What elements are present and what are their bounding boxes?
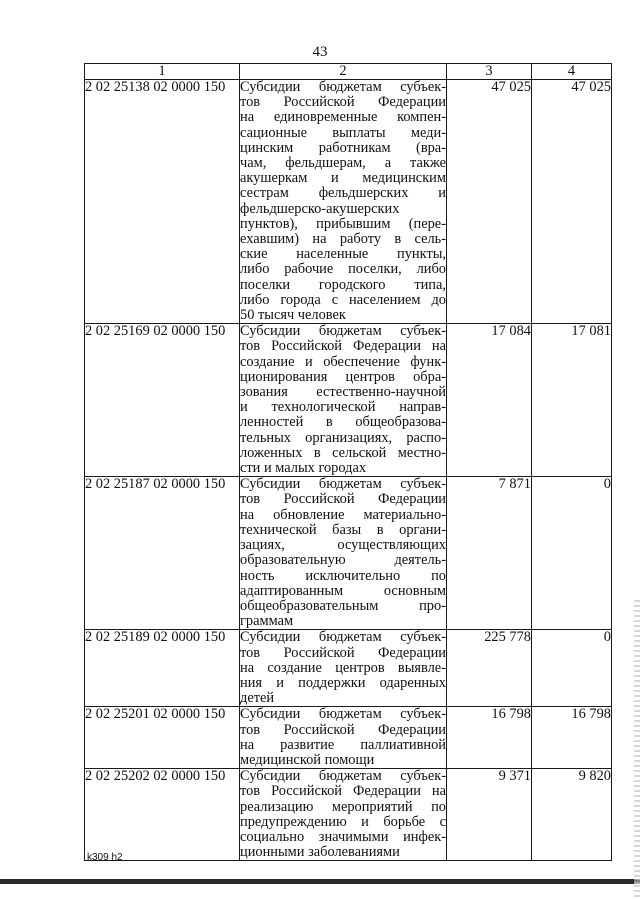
amount-column-4: 17 081 [532,324,612,477]
amount-column-3: 17 084 [447,324,532,477]
description-line: тов Российской Федерации на [240,783,446,800]
budget-code-cell: 2 02 25187 02 0000 150 [85,477,240,630]
description-line: сационные выплаты меди- [240,124,446,141]
budget-code-cell: 2 02 25202 02 0000 150 [85,769,240,861]
description-line: Субсидии бюджетам субъек- [240,768,446,785]
description-line: ские населенные пункты, [240,246,446,263]
description-line: Субсидии бюджетам субъек- [240,476,446,493]
amount-column-3: 47 025 [447,80,532,324]
description-line: ленностей в общеобразова- [240,414,446,431]
description-line: технической базы в органи- [240,521,446,538]
description-line: граммам [240,613,294,630]
description-line: фельдшерско-акушерских [240,200,400,217]
description-line: либо города с населением до [240,291,446,308]
description-line: ния и поддержки одаренных [240,674,446,691]
description-line: на создание центров выявле- [240,659,446,676]
table-row [85,630,612,707]
description-line: тов Российской Федерации [240,721,446,738]
amount-column-4: 9 820 [532,769,612,861]
description-line: образовательную деятель- [240,552,446,569]
description-line: общеобразовательным про- [240,597,446,614]
table-header-row [85,64,612,80]
description-line: ехавшим) на работу в сель- [240,231,446,248]
amount-column-3: 16 798 [447,707,532,769]
description-line: Субсидии бюджетам субъек- [240,79,446,95]
scan-edge-noise [634,600,640,899]
amount-column-3: 7 871 [447,477,532,630]
description-line: либо рабочие поселки, либо [240,261,446,278]
column-header-4: 4 [532,64,612,80]
budget-table [84,63,612,861]
footer-code: k309 h2 [87,852,123,863]
description-line: зациях, осуществляющих [240,537,446,554]
description-line: Субсидии бюджетам субъек- [240,706,446,723]
amount-column-4: 47 025 [532,80,612,324]
description-line: ционирования центров обра- [240,368,446,385]
description-line: создание и обеспечение функ- [240,353,446,370]
table-body [85,80,612,861]
description-line: акушеркам и медицинским [240,170,446,187]
description-line: детей [240,690,275,707]
description-line: сти и малых городах [240,460,367,477]
description-line: тов Российской Федерации на [240,338,446,355]
column-header-2: 2 [240,64,447,80]
description-line: 50 тысяч человек [240,307,346,324]
description-line: ционными заболеваниями [240,844,400,861]
description-line: зования естественно-научной [240,384,446,401]
description-line: на развитие паллиативной [240,736,446,753]
table-row [85,477,612,630]
description-line: тов Российской Федерации [240,94,446,111]
description-line: ность исключительно по [240,567,446,584]
description-line: пунктов), прибывшим (пере- [240,215,446,232]
table-row [85,80,612,324]
amount-column-4: 16 798 [532,707,612,769]
description-line: Субсидии бюджетам субъек- [240,323,446,340]
description-cell [240,769,447,861]
table-row [85,324,612,477]
description-cell [240,80,447,324]
table-row [85,769,612,861]
amount-column-3: 225 778 [447,630,532,707]
description-line: цинским работникам (вра- [240,139,446,156]
description-line: чам, фельдшерам, а также [240,155,446,172]
description-line: адаптированным основным [240,582,446,599]
description-line: сестрам фельдшерских и [240,185,446,202]
description-cell [240,630,447,707]
description-line: на единовременные компен- [240,109,446,126]
budget-code-cell: 2 02 25169 02 0000 150 [85,324,240,477]
amount-column-4: 0 [532,477,612,630]
amount-column-4: 0 [532,630,612,707]
description-cell [240,707,447,769]
table-row [85,707,612,769]
description-line: социально значимыми инфек- [240,828,446,845]
column-header-1: 1 [85,64,240,80]
description-line: Субсидии бюджетам субъек- [240,629,446,646]
scan-border-bar [0,879,640,884]
column-header-3: 3 [447,64,532,80]
description-line: медицинской помощи [240,751,375,768]
budget-code-cell: 2 02 25189 02 0000 150 [85,630,240,707]
budget-code-cell: 2 02 25138 02 0000 150 [85,80,240,324]
description-line: поселки городского типа, [240,276,446,293]
page-number: 43 [312,44,328,60]
description-line: тов Российской Федерации [240,644,446,661]
description-line: реализацию мероприятий по [240,798,446,815]
description-line: на обновление материально- [240,506,446,523]
description-line: тов Российской Федерации [240,491,446,508]
description-line: предупреждению и борьбе с [240,813,446,830]
description-cell [240,477,447,630]
description-line: тельных организациях, распо- [240,429,446,446]
description-cell [240,324,447,477]
description-line: ложенных в сельской местно- [240,444,446,461]
amount-column-3: 9 371 [447,769,532,861]
description-line: и технологической направ- [240,399,446,416]
budget-code-cell: 2 02 25201 02 0000 150 [85,707,240,769]
